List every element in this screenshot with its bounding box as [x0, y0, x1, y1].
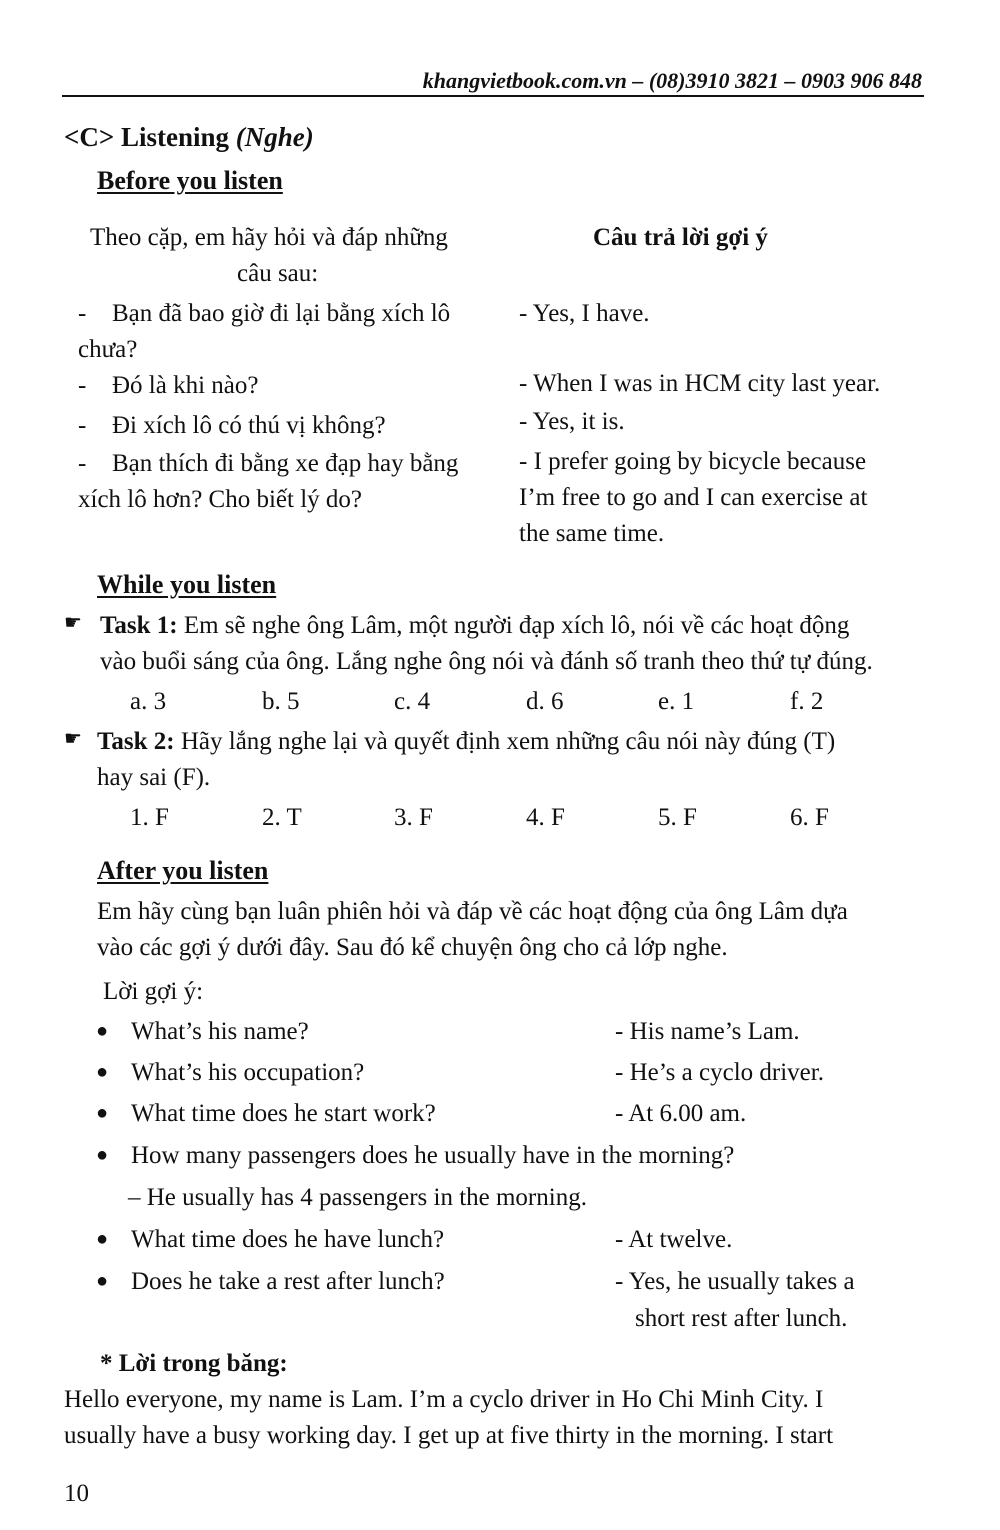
task1-label: Task 1: [100, 612, 178, 639]
answer-3: - Yes, it is. [519, 408, 625, 435]
question-dash: - [78, 300, 87, 327]
task1-answer: f. 2 [790, 688, 824, 715]
task2-text: Hãy lắng nghe lại và quyết định xem những câu nói này đúng (T) [180, 728, 836, 755]
question-dash: - [78, 412, 87, 439]
tape-line1: Hello everyone, my name is Lam. I’m a cyclo driver in Ho Chi Minh City. I [64, 1386, 824, 1413]
hint-answer-6b: short rest after lunch. [635, 1305, 848, 1332]
task2-line1 [97, 724, 835, 760]
bullet-icon: ● [96, 1228, 109, 1250]
task2-answer: 6. F [790, 804, 829, 831]
hint-answer-5: - At twelve. [615, 1226, 733, 1253]
task2-answer: 1. F [130, 804, 169, 831]
question-2: Đó là khi nào? [112, 372, 259, 399]
hint-question-2: What’s his occupation? [131, 1059, 365, 1086]
hint-answer-2: - He’s a cyclo driver. [615, 1059, 824, 1086]
hint-answer-3: - At 6.00 am. [615, 1100, 747, 1127]
section-title-en: <C> Listening [64, 122, 230, 152]
task1-line2: vào buổi sáng của ông. Lắng nghe ông nói và đánh số tranh theo thứ tự đúng. [100, 648, 873, 675]
hint-question-3: What time does he start work? [131, 1100, 436, 1127]
question-dash: - [78, 372, 87, 399]
task1-answer: a. 3 [130, 688, 167, 715]
after-line1: Em hãy cùng bạn luân phiên hỏi và đáp về các hoạt động của ông Lâm dựa [97, 898, 848, 925]
question-1b: chưa? [78, 336, 138, 363]
running-header: khangvietbook.com.vn – (08)3910 3821 – 0903 906 848 [422, 68, 922, 93]
question-1a: Bạn đã bao giờ đi lại bằng xích lô [112, 300, 451, 327]
task2-answer: 3. F [394, 804, 433, 831]
hint-question-5: What time does he have lunch? [131, 1226, 445, 1253]
task1-text: Em sẽ nghe ông Lâm, một người đạp xích lô, nói về các hoạt động [183, 612, 850, 639]
page-number: 10 [64, 1480, 89, 1507]
answer-1: - Yes, I have. [519, 300, 650, 327]
bullet-icon: ● [96, 1144, 109, 1166]
question-3: Đi xích lô có thú vị không? [112, 412, 386, 439]
bullet-icon: ● [96, 1020, 109, 1042]
answer-4c: the same time. [519, 520, 665, 547]
hint-answer-6a: - Yes, he usually takes a [615, 1268, 855, 1295]
task2-label: Task 2: [97, 728, 175, 755]
bullet-icon: ● [96, 1061, 109, 1083]
answer-4b: I’m free to go and I can exercise at [519, 484, 868, 511]
answer-2: - When I was in HCM city last year. [519, 370, 881, 397]
task2-line2: hay sai (F). [97, 764, 211, 791]
tape-line2: usually have a busy working day. I get up at five thirty in the morning. I start [64, 1422, 834, 1449]
hint-answer-1: - His name’s Lam. [615, 1018, 800, 1045]
pointing-hand-icon: ☛ [64, 612, 82, 634]
task1-line1 [100, 608, 849, 644]
question-dash: - [78, 450, 87, 477]
question-4a: Bạn thích đi bằng xe đạp hay bằng [112, 450, 459, 477]
before-intro-1: Theo cặp, em hãy hỏi và đáp những [90, 224, 448, 251]
while-heading: While you listen [97, 570, 277, 599]
after-heading: After you listen [97, 856, 269, 885]
pointing-hand-icon: ☛ [64, 728, 82, 750]
task1-answer: b. 5 [262, 688, 300, 715]
before-heading: Before you listen [97, 166, 283, 195]
task2-answer: 5. F [658, 804, 697, 831]
after-line2: vào các gợi ý dưới đây. Sau đó kể chuyện ông cho cả lớp nghe. [97, 934, 728, 961]
hint-question-6: Does he take a rest after lunch? [131, 1268, 445, 1295]
hint-question-1: What’s his name? [131, 1018, 309, 1045]
before-intro-2: câu sau: [237, 260, 319, 287]
bullet-icon: ● [96, 1270, 109, 1292]
hint-label: Lời gợi ý: [103, 978, 204, 1005]
answers-heading: Câu trả lời gợi ý [593, 224, 768, 251]
bullet-icon: ● [96, 1102, 109, 1124]
task1-answer: d. 6 [526, 688, 564, 715]
question-4b: xích lô hơn? Cho biết lý do? [78, 486, 363, 513]
tape-heading: * Lời trong băng: [100, 1350, 288, 1377]
header-rule [62, 95, 924, 97]
answer-4a: - I prefer going by bicycle because [519, 448, 867, 475]
task2-answer: 4. F [526, 804, 565, 831]
task1-answer: c. 4 [394, 688, 431, 715]
task2-answer: 2. T [262, 804, 302, 831]
task1-answer: e. 1 [658, 688, 695, 715]
section-title-vi: (Nghe) [235, 122, 314, 152]
hint-question-4: How many passengers does he usually have in the morning? [131, 1142, 735, 1169]
hint-answer-4: – He usually has 4 passengers in the morning. [128, 1184, 587, 1211]
section-title [64, 122, 314, 153]
